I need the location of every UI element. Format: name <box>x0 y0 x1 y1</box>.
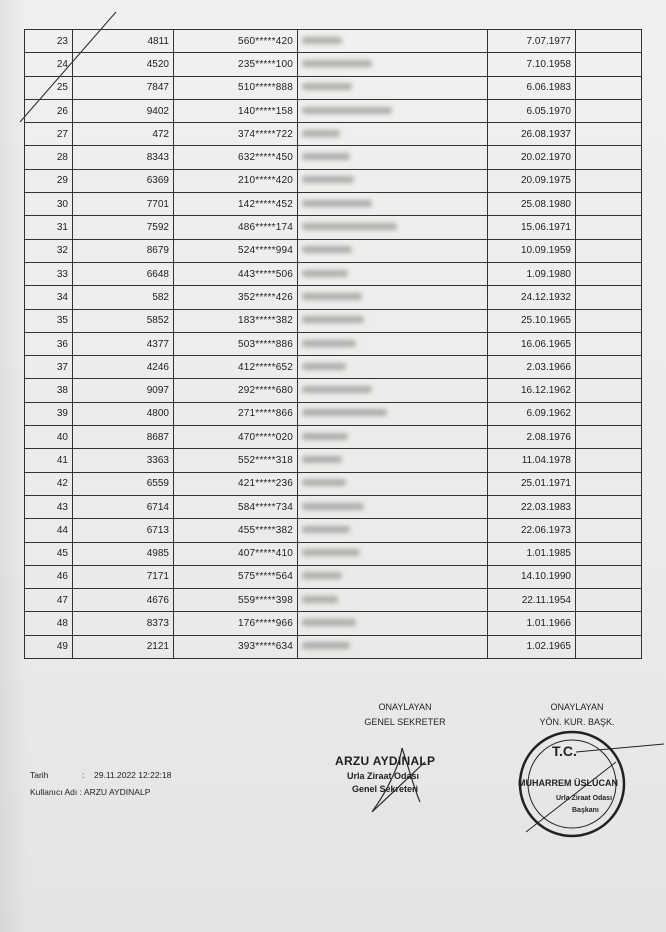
birth-date: 11.04.1978 <box>488 449 576 472</box>
empty-cell <box>576 449 642 472</box>
redaction-blur <box>302 316 364 323</box>
table-row <box>25 76 642 99</box>
birth-date: 6.05.1970 <box>488 99 576 122</box>
table-row <box>25 356 642 379</box>
row-number: 40 <box>25 426 73 449</box>
table-row <box>25 519 642 542</box>
masked-id-number: 210*****420 <box>174 169 298 192</box>
member-code: 7847 <box>73 76 174 99</box>
redaction-blur <box>302 363 346 370</box>
row-number: 46 <box>25 565 73 588</box>
masked-id-number: 443*****506 <box>174 262 298 285</box>
masked-id-number: 176*****966 <box>174 612 298 635</box>
empty-cell <box>576 169 642 192</box>
member-code: 8343 <box>73 146 174 169</box>
row-number: 36 <box>25 332 73 355</box>
empty-cell <box>576 30 642 53</box>
member-code: 5852 <box>73 309 174 332</box>
signer-role: Genel Sekreteri <box>352 784 419 794</box>
masked-id-number: 140*****158 <box>174 99 298 122</box>
handwritten-signature <box>330 742 470 822</box>
masked-id-number: 560*****420 <box>174 30 298 53</box>
member-table <box>24 29 642 659</box>
birth-date: 22.03.1983 <box>488 495 576 518</box>
empty-cell <box>576 565 642 588</box>
seal-top-text: T.C. <box>552 743 577 759</box>
masked-id-number: 510*****888 <box>174 76 298 99</box>
member-code: 4246 <box>73 356 174 379</box>
row-number: 42 <box>25 472 73 495</box>
redacted-name <box>298 612 488 635</box>
member-code: 6369 <box>73 169 174 192</box>
birth-date: 6.06.1983 <box>488 76 576 99</box>
redaction-blur <box>302 479 346 486</box>
row-number: 28 <box>25 146 73 169</box>
redacted-name <box>298 239 488 262</box>
table-row <box>25 123 642 146</box>
table-row <box>25 286 642 309</box>
birth-date: 14.10.1990 <box>488 565 576 588</box>
masked-id-number: 632*****450 <box>174 146 298 169</box>
redaction-blur <box>302 293 362 300</box>
empty-cell <box>576 216 642 239</box>
empty-cell <box>576 495 642 518</box>
redaction-blur <box>302 246 352 253</box>
redaction-blur <box>302 107 392 114</box>
table-row <box>25 565 642 588</box>
member-code: 6713 <box>73 519 174 542</box>
empty-cell <box>576 193 642 216</box>
approval-right-role: YÖN. KUR. BAŞK. <box>539 717 615 727</box>
table-row <box>25 449 642 472</box>
redacted-name <box>298 519 488 542</box>
birth-date: 20.09.1975 <box>488 169 576 192</box>
redacted-name <box>298 379 488 402</box>
member-code: 4520 <box>73 53 174 76</box>
row-number: 29 <box>25 169 73 192</box>
redaction-blur <box>302 503 364 510</box>
redacted-name <box>298 146 488 169</box>
approval-left-label: ONAYLAYAN <box>378 702 432 712</box>
redaction-blur <box>302 596 338 603</box>
member-code: 582 <box>73 286 174 309</box>
row-number: 31 <box>25 216 73 239</box>
table-row <box>25 30 642 53</box>
redaction-blur <box>302 153 350 160</box>
date-value: 29.11.2022 12:22:18 <box>94 770 172 780</box>
masked-id-number: 552*****318 <box>174 449 298 472</box>
redacted-name <box>298 589 488 612</box>
redaction-blur <box>302 270 348 277</box>
row-number: 37 <box>25 356 73 379</box>
empty-cell <box>576 123 642 146</box>
member-code: 4800 <box>73 402 174 425</box>
masked-id-number: 486*****174 <box>174 216 298 239</box>
table-row <box>25 612 642 635</box>
redacted-name <box>298 99 488 122</box>
row-number: 44 <box>25 519 73 542</box>
redaction-blur <box>302 83 352 90</box>
row-number: 34 <box>25 286 73 309</box>
redacted-name <box>298 309 488 332</box>
member-code: 6559 <box>73 472 174 495</box>
redaction-blur <box>302 200 372 207</box>
row-number: 39 <box>25 402 73 425</box>
birth-date: 1.01.1985 <box>488 542 576 565</box>
masked-id-number: 524*****994 <box>174 239 298 262</box>
empty-cell <box>576 589 642 612</box>
redaction-blur <box>302 386 372 393</box>
table-row <box>25 216 642 239</box>
masked-id-number: 559*****398 <box>174 589 298 612</box>
birth-date: 25.01.1971 <box>488 472 576 495</box>
birth-date: 7.07.1977 <box>488 30 576 53</box>
redaction-blur <box>302 223 397 230</box>
table-row <box>25 379 642 402</box>
birth-date: 7.10.1958 <box>488 53 576 76</box>
redacted-name <box>298 123 488 146</box>
signer-org: Urla Ziraat Odası <box>347 771 420 781</box>
redaction-blur <box>302 433 348 440</box>
birth-date: 10.09.1959 <box>488 239 576 262</box>
table-row <box>25 402 642 425</box>
member-code: 7592 <box>73 216 174 239</box>
masked-id-number: 292*****680 <box>174 379 298 402</box>
row-number: 48 <box>25 612 73 635</box>
table-row <box>25 99 642 122</box>
member-code: 4676 <box>73 589 174 612</box>
redacted-name <box>298 216 488 239</box>
table-row <box>25 426 642 449</box>
redacted-name <box>298 286 488 309</box>
redacted-name <box>298 76 488 99</box>
redaction-blur <box>302 340 356 347</box>
empty-cell <box>576 239 642 262</box>
birth-date: 15.06.1971 <box>488 216 576 239</box>
member-code: 3363 <box>73 449 174 472</box>
row-number: 30 <box>25 193 73 216</box>
redacted-name <box>298 472 488 495</box>
member-code: 9097 <box>73 379 174 402</box>
redacted-name <box>298 30 488 53</box>
row-number: 24 <box>25 53 73 76</box>
birth-date: 16.12.1962 <box>488 379 576 402</box>
row-number: 25 <box>25 76 73 99</box>
user-value: ARZU AYDINALP <box>83 787 151 797</box>
table-row <box>25 169 642 192</box>
date-label: Tarih <box>30 770 49 780</box>
table-row <box>25 589 642 612</box>
redaction-blur <box>302 619 356 626</box>
masked-id-number: 352*****426 <box>174 286 298 309</box>
table-row <box>25 332 642 355</box>
redacted-name <box>298 356 488 379</box>
approval-left-role: GENEL SEKRETER <box>364 717 446 727</box>
member-code: 8679 <box>73 239 174 262</box>
birth-date: 1.01.1966 <box>488 612 576 635</box>
row-number: 43 <box>25 495 73 518</box>
seal-name-text: MUHARREM ÜSLÜCAN <box>518 778 618 788</box>
birth-date: 22.06.1973 <box>488 519 576 542</box>
empty-cell <box>576 146 642 169</box>
empty-cell <box>576 519 642 542</box>
table-row <box>25 472 642 495</box>
date-separator: : <box>82 770 85 780</box>
masked-id-number: 412*****652 <box>174 356 298 379</box>
table-row <box>25 53 642 76</box>
member-code: 6648 <box>73 262 174 285</box>
masked-id-number: 407*****410 <box>174 542 298 565</box>
table-row <box>25 239 642 262</box>
row-number: 45 <box>25 542 73 565</box>
member-code: 472 <box>73 123 174 146</box>
birth-date: 22.11.1954 <box>488 589 576 612</box>
masked-id-number: 470*****020 <box>174 426 298 449</box>
empty-cell <box>576 379 642 402</box>
empty-cell <box>576 402 642 425</box>
table-row <box>25 262 642 285</box>
empty-cell <box>576 262 642 285</box>
redacted-name <box>298 495 488 518</box>
empty-cell <box>576 76 642 99</box>
empty-cell <box>576 635 642 658</box>
empty-cell <box>576 612 642 635</box>
approval-left <box>352 700 458 730</box>
empty-cell <box>576 99 642 122</box>
seal-role-text: Başkanı <box>572 807 599 814</box>
table-row <box>25 309 642 332</box>
table-row <box>25 495 642 518</box>
empty-cell <box>576 286 642 309</box>
redacted-name <box>298 193 488 216</box>
row-number: 23 <box>25 30 73 53</box>
member-code: 4377 <box>73 332 174 355</box>
user-label: Kullanıcı Adı <box>30 787 78 797</box>
birth-date: 16.06.1965 <box>488 332 576 355</box>
empty-cell <box>576 426 642 449</box>
print-date-row <box>30 770 171 780</box>
user-separator: : <box>79 787 83 797</box>
redaction-blur <box>302 60 372 67</box>
row-number: 32 <box>25 239 73 262</box>
birth-date: 2.03.1966 <box>488 356 576 379</box>
empty-cell <box>576 332 642 355</box>
birth-date: 25.08.1980 <box>488 193 576 216</box>
redaction-blur <box>302 130 340 137</box>
masked-id-number: 183*****382 <box>174 309 298 332</box>
birth-date: 6.09.1962 <box>488 402 576 425</box>
redaction-blur <box>302 549 360 556</box>
empty-cell <box>576 472 642 495</box>
table-row <box>25 193 642 216</box>
birth-date: 1.02.1965 <box>488 635 576 658</box>
birth-date: 26.08.1937 <box>488 123 576 146</box>
masked-id-number: 575*****564 <box>174 565 298 588</box>
masked-id-number: 584*****734 <box>174 495 298 518</box>
masked-id-number: 374*****722 <box>174 123 298 146</box>
user-row <box>30 787 150 797</box>
row-number: 47 <box>25 589 73 612</box>
row-number: 49 <box>25 635 73 658</box>
redaction-blur <box>302 37 342 44</box>
masked-id-number: 142*****452 <box>174 193 298 216</box>
row-number: 27 <box>25 123 73 146</box>
row-number: 38 <box>25 379 73 402</box>
birth-date: 25.10.1965 <box>488 309 576 332</box>
member-code: 8373 <box>73 612 174 635</box>
redaction-blur <box>302 642 350 649</box>
redaction-blur <box>302 456 342 463</box>
table-row <box>25 635 642 658</box>
member-code: 7701 <box>73 193 174 216</box>
official-seal <box>516 722 666 842</box>
birth-date: 24.12.1932 <box>488 286 576 309</box>
redaction-blur <box>302 409 387 416</box>
redacted-name <box>298 53 488 76</box>
redaction-blur <box>302 572 342 579</box>
member-table-body <box>25 30 642 659</box>
redacted-name <box>298 565 488 588</box>
redacted-name <box>298 262 488 285</box>
redacted-name <box>298 169 488 192</box>
masked-id-number: 393*****634 <box>174 635 298 658</box>
member-code: 6714 <box>73 495 174 518</box>
member-code: 4985 <box>73 542 174 565</box>
member-code: 2121 <box>73 635 174 658</box>
redacted-name <box>298 426 488 449</box>
birth-date: 2.08.1976 <box>488 426 576 449</box>
masked-id-number: 455*****382 <box>174 519 298 542</box>
row-number: 33 <box>25 262 73 285</box>
redaction-blur <box>302 176 354 183</box>
empty-cell <box>576 53 642 76</box>
empty-cell <box>576 542 642 565</box>
masked-id-number: 421*****236 <box>174 472 298 495</box>
row-number: 41 <box>25 449 73 472</box>
masked-id-number: 235*****100 <box>174 53 298 76</box>
birth-date: 20.02.1970 <box>488 146 576 169</box>
empty-cell <box>576 356 642 379</box>
member-code: 4811 <box>73 30 174 53</box>
masked-id-number: 271*****866 <box>174 402 298 425</box>
empty-cell <box>576 309 642 332</box>
birth-date: 1.09.1980 <box>488 262 576 285</box>
signer-name: ARZU AYDINALP <box>335 754 436 768</box>
row-number: 26 <box>25 99 73 122</box>
member-code: 8687 <box>73 426 174 449</box>
member-code: 7171 <box>73 565 174 588</box>
member-code: 9402 <box>73 99 174 122</box>
row-number: 35 <box>25 309 73 332</box>
redacted-name <box>298 332 488 355</box>
approval-right-label: ONAYLAYAN <box>550 702 604 712</box>
redacted-name <box>298 402 488 425</box>
masked-id-number: 503*****886 <box>174 332 298 355</box>
seal-org-text: Urla Ziraat Odası <box>556 795 613 802</box>
redacted-name <box>298 449 488 472</box>
table-row <box>25 146 642 169</box>
redacted-name <box>298 542 488 565</box>
redacted-name <box>298 635 488 658</box>
table-row <box>25 542 642 565</box>
redaction-blur <box>302 526 350 533</box>
